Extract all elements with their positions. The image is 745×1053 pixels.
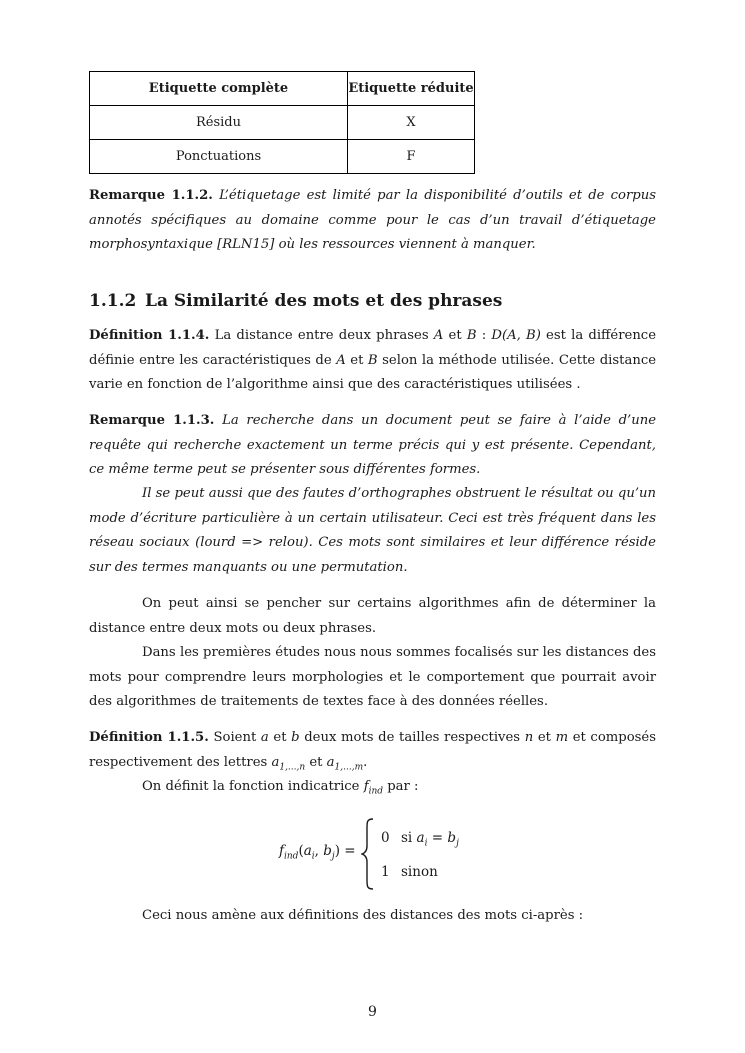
body-paragraph: Dans les premières études nous nous sommes focalisés sur les distances des mots pour comprendre leurs morphologies et le comportement que pourrait avoir des algorithmes de traitements de textes face à des données réelles. xyxy=(89,645,656,709)
math-subscript: 1,...,m xyxy=(334,762,364,773)
math-var: m xyxy=(555,730,569,745)
definition-text: et xyxy=(345,352,368,368)
definition-label: Définition 1.1.4. xyxy=(89,328,210,343)
math-var: B xyxy=(466,328,477,343)
math-var: f xyxy=(363,779,369,794)
math-symbol: ( xyxy=(298,843,304,859)
definition-text: : xyxy=(476,328,492,343)
math-var: a xyxy=(416,830,425,846)
definition-1-1-4 xyxy=(89,324,656,398)
definition-text: . xyxy=(363,754,368,770)
math-subscript: i xyxy=(311,851,315,862)
math-var: b xyxy=(447,830,457,846)
math-var: b xyxy=(291,730,300,745)
math-var: a xyxy=(326,754,335,770)
case-condition: sinon xyxy=(401,864,438,880)
math-var: n xyxy=(524,730,534,745)
indicator-function-equation xyxy=(279,818,499,890)
section-number: 1.1.2 xyxy=(89,291,137,311)
table-header-row xyxy=(90,72,475,106)
math-var: a xyxy=(260,730,269,745)
math-subscript: 1,...,n xyxy=(279,762,306,773)
case-condition: si xyxy=(401,830,417,846)
label-table xyxy=(89,71,475,174)
definition-text: On définit la fonction indicatrice xyxy=(142,779,364,794)
math-var: A xyxy=(336,352,346,368)
definition-text: deux mots de tailles respectives xyxy=(299,730,525,745)
equation-case-2 xyxy=(381,864,438,880)
table-row xyxy=(90,106,475,140)
definition-text: selon la méthode utilisée. Cette distance varie en fonction de l’algorithme ainsi que des caractéristiques utilisées . xyxy=(89,352,657,392)
definition-text: est la différence définie entre les caractéristiques de xyxy=(89,328,657,368)
left-brace-icon xyxy=(361,818,375,890)
definition-text: par : xyxy=(383,779,419,794)
definition-text: Soient xyxy=(213,730,261,745)
definition-text: La distance entre deux phrases xyxy=(214,328,434,343)
table-cell: F xyxy=(348,140,475,174)
table-header-cell: Etiquette réduite xyxy=(348,72,475,106)
math-subscript: ind xyxy=(368,786,384,797)
body-paragraph: On peut ainsi se pencher sur certains algorithmes afin de déterminer la distance entre deux mots ou deux phrases. xyxy=(89,596,656,636)
math-var: a xyxy=(271,754,280,770)
remark-1-1-3-continued: Il se peut aussi que des fautes d’orthographes obstruent le résultat ou qu’un mode d’écriture particulière à un certain utilisateur. Ceci est très fréquent dans les réseau sociaux (lourd => relou). Ces mots sont similaires et leur différence réside sur des termes manquants ou une permutation. xyxy=(89,486,656,575)
page-number: 9 xyxy=(368,1004,377,1020)
math-subscript: i xyxy=(424,838,428,849)
table-row xyxy=(90,140,475,174)
remark-1-1-2 xyxy=(89,184,656,258)
math-var: B xyxy=(367,352,378,368)
definition-text: et xyxy=(305,754,327,770)
math-subscript: j xyxy=(331,851,335,862)
remark-label: Remarque 1.1.3. xyxy=(89,413,215,428)
equation-lhs xyxy=(279,843,356,862)
math-symbol: ) = xyxy=(334,843,356,859)
remark-label: Remarque 1.1.2. xyxy=(89,188,213,203)
case-value: 1 xyxy=(381,864,390,880)
math-var: b xyxy=(323,843,332,859)
math-formula: D(A, B) xyxy=(491,328,541,343)
table-cell: X xyxy=(348,106,475,140)
math-subscript: ind xyxy=(284,851,299,862)
definition-1-1-5 xyxy=(89,726,656,775)
closing-paragraph: Ceci nous amène aux définitions des distances des mots ci-après : xyxy=(142,908,584,923)
definition-text: et xyxy=(268,730,292,745)
math-var: a xyxy=(303,843,312,859)
definition-1-1-5-line2 xyxy=(89,775,656,800)
math-symbol: , xyxy=(314,843,324,859)
math-var: A xyxy=(433,328,444,343)
section-title: La Similarité des mots et des phrases xyxy=(145,291,503,311)
remark-text: L’étiquetage est limité par la disponibilité d’outils et de corpus annotés spécifiques au domaine comme pour le cas d’un travail d’étiquetage morphosyntaxique [RLN15] où les ressources viennent à manquer. xyxy=(89,188,656,252)
definition-text: et xyxy=(443,328,467,343)
definition-text: et composés respectivement des lettres xyxy=(89,730,656,770)
case-value: 0 xyxy=(381,830,390,846)
math-symbol: = xyxy=(427,830,448,846)
table-header-cell: Etiquette complète xyxy=(90,72,348,106)
definition-label: Définition 1.1.5. xyxy=(89,730,209,745)
section-heading xyxy=(89,289,502,313)
remark-1-1-3 xyxy=(89,409,656,483)
table-cell: Ponctuations xyxy=(90,140,348,174)
remark-text: La recherche dans un document peut se faire à l’aide d’une requête qui recherche exactement un terme précis qui y est présente. Cependant, ce même terme peut se présenter sous différentes formes. xyxy=(89,413,657,477)
math-var: f xyxy=(279,843,284,859)
math-subscript: j xyxy=(456,838,459,849)
equation-case-1 xyxy=(381,830,459,849)
definition-text: et xyxy=(533,730,556,745)
table-cell: Résidu xyxy=(90,106,348,140)
